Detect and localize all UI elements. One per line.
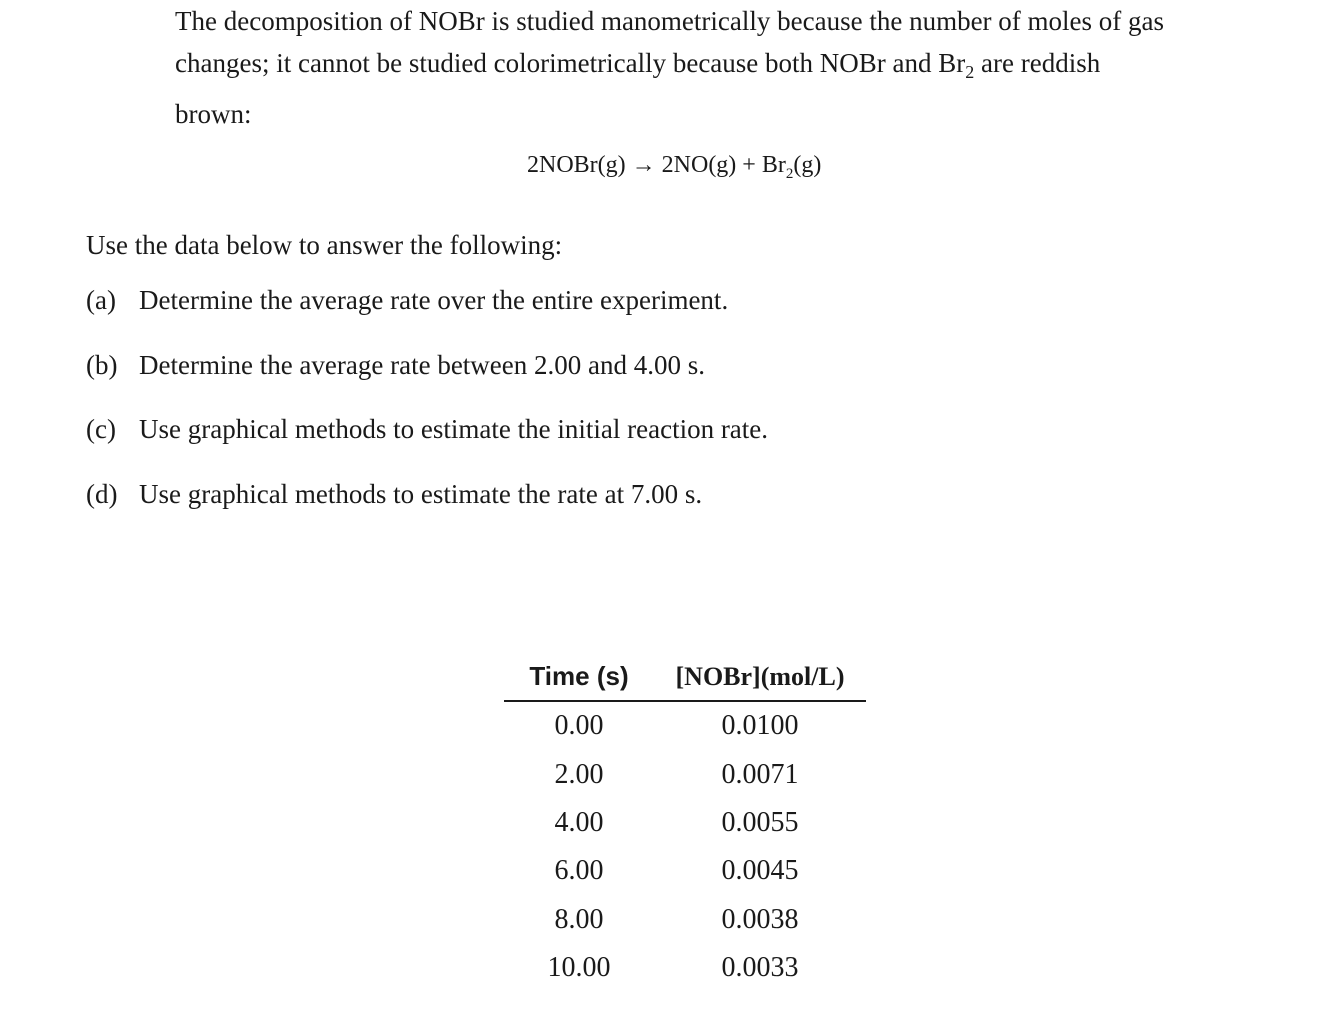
table-row xyxy=(504,750,866,798)
time-cell: 0.00 xyxy=(554,710,604,742)
table-row xyxy=(504,799,866,847)
reaction-equation xyxy=(527,152,821,183)
question-c xyxy=(86,414,768,445)
time-cell: 10.00 xyxy=(547,952,611,984)
question-text: Determine the average rate over the entire experiment. xyxy=(139,285,729,315)
question-letter: (d) xyxy=(86,479,118,509)
column-header-concentration: [NOBr](mol/L) xyxy=(654,652,866,701)
problem-statement xyxy=(175,0,1285,135)
question-d xyxy=(86,479,702,510)
intro-line-2-end: are reddish xyxy=(974,48,1101,78)
concentration-cell: 0.0100 xyxy=(721,710,799,742)
intro-line-2-text: changes; it cannot be studied colorimetrically because both NOBr and Br xyxy=(175,48,966,78)
table-row xyxy=(504,896,866,944)
intro-subscript: 2 xyxy=(965,62,975,82)
concentration-cell: 0.0033 xyxy=(721,952,799,984)
question-text: Determine the average rate between 2.00 and 4.00 s. xyxy=(139,350,706,380)
intro-line-3: brown: xyxy=(175,99,252,129)
concentration-cell: 0.0071 xyxy=(721,758,799,790)
equation-left: 2NOBr(g) → 2NO(g) + Br xyxy=(527,152,786,178)
time-cell: 8.00 xyxy=(554,903,604,935)
column-header-time: Time (s) xyxy=(504,652,654,701)
concentration-cell: 0.0055 xyxy=(721,806,799,838)
question-letter: (b) xyxy=(86,350,118,380)
question-text: Use graphical methods to estimate the rate at 7.00 s. xyxy=(139,479,703,509)
intro-line-1: The decomposition of NOBr is studied manometrically because the number of moles of gas xyxy=(175,6,1165,36)
instructions: Use the data below to answer the following: xyxy=(86,230,563,260)
time-cell: 6.00 xyxy=(554,855,604,887)
table-row xyxy=(504,944,866,992)
time-cell: 2.00 xyxy=(554,758,604,790)
question-b xyxy=(86,350,705,381)
equation-right: (g) xyxy=(793,152,822,178)
question-letter: (c) xyxy=(86,414,116,444)
equation-subscript: 2 xyxy=(785,165,794,182)
question-letter: (a) xyxy=(86,285,116,315)
question-a xyxy=(86,285,728,316)
data-table xyxy=(504,652,866,992)
concentration-cell: 0.0038 xyxy=(721,903,799,935)
time-cell: 4.00 xyxy=(554,806,604,838)
table-header-row xyxy=(504,652,866,701)
concentration-cell: 0.0045 xyxy=(721,855,799,887)
table-row xyxy=(504,701,866,750)
question-text: Use graphical methods to estimate the initial reaction rate. xyxy=(139,414,769,444)
intro-line-2 xyxy=(175,42,1285,93)
table-row xyxy=(504,847,866,895)
